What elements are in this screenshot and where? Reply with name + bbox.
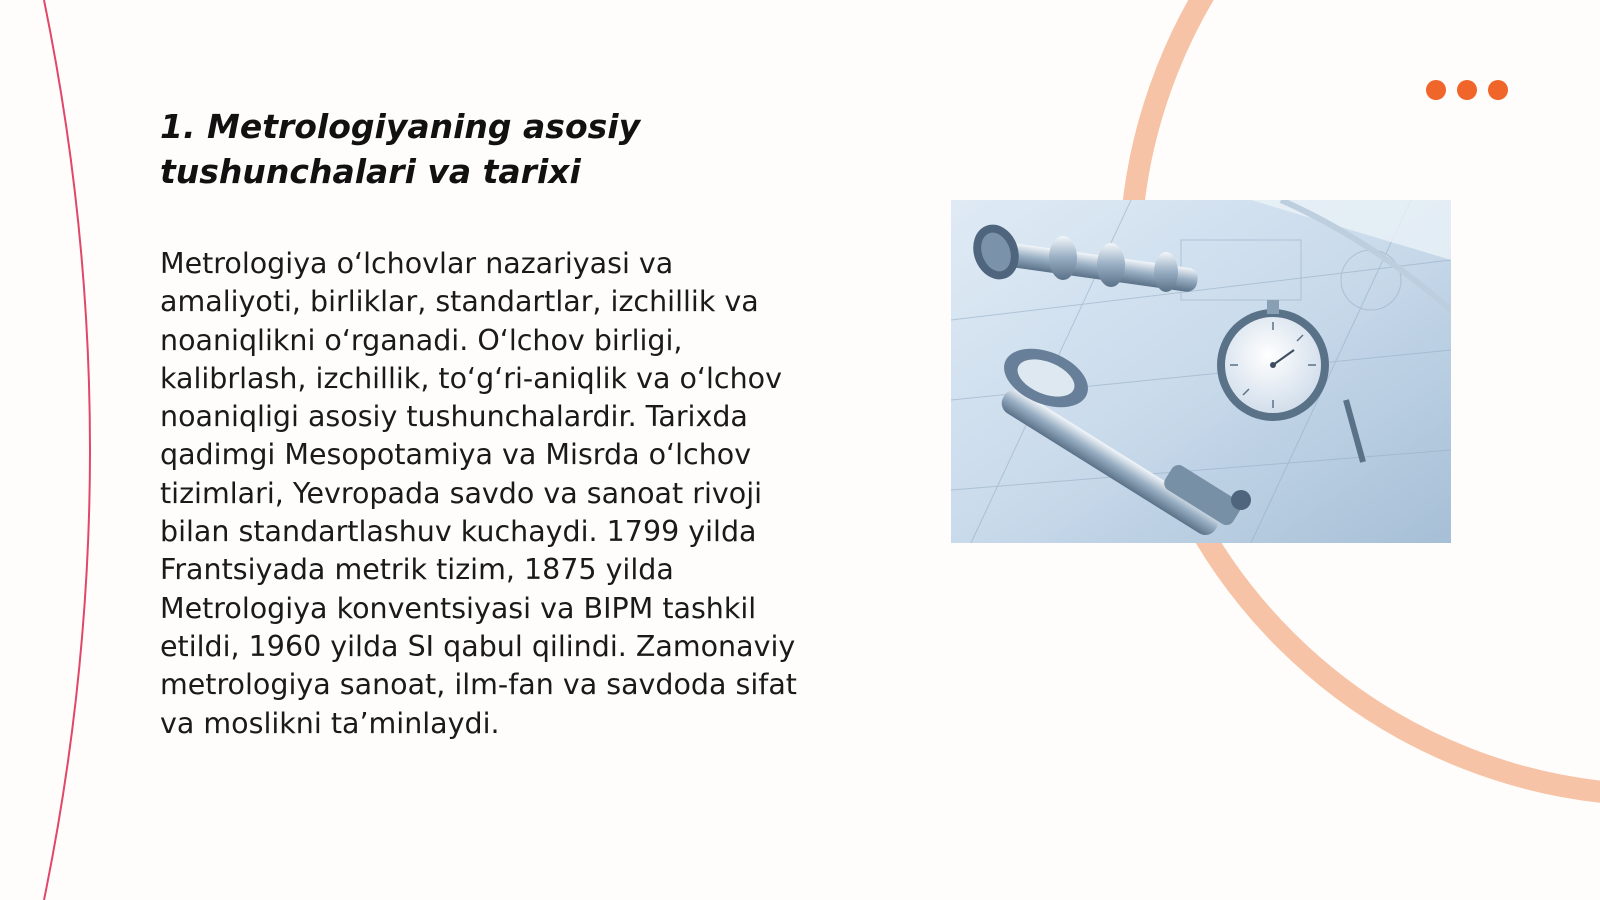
slide-body-text [160,245,840,743]
slide-title [160,104,820,194]
dot-1 [1426,80,1446,100]
body-line-4: kalibrlash, izchillik, to‘g‘ri-aniqlik va o‘lchov [160,361,782,395]
left-curve-line [44,0,90,900]
body-line-5: noaniqligi asosiy tushunchalardir. Tarixda [160,400,748,434]
body-line-10: Metrologiya konventsiyasi va BIPM tashkil [160,591,757,625]
body-line-9: Frantsiyada metrik tizim, 1875 yilda [160,553,674,587]
body-line-2: amaliyoti, birliklar, standartlar, izchillik va [160,285,759,319]
body-line-11: etildi, 1960 yilda SI qabul qilindi. Zamonaviy [160,629,796,663]
body-line-12: metrologiya sanoat, ilm-fan va savdoda sifat [160,668,797,702]
body-line-1: Metrologiya o‘lchovlar nazariyasi va [160,247,674,280]
title-line-2: tushunchalari va tarixi [160,152,581,191]
body-line-13: va moslikni ta’minlaydi. [160,706,500,740]
body-line-8: bilan standartlashuv kuchaydi. 1799 yilda [160,515,757,549]
body-line-3: noaniqlikni o‘rganadi. O‘lchov birligi, [160,323,683,357]
body-line-6: qadimgi Mesopotamiya va Misrda o‘lchov [160,438,752,472]
more-dots-icon [1426,78,1512,102]
title-line-1: 1. Metrologiyaning asosiy [160,107,641,146]
body-line-7: tizimlari, Yevropada savdo va sanoat rivoji [160,476,763,510]
measuring-instruments-photo [951,200,1451,543]
dot-3 [1488,80,1508,100]
dot-2 [1457,80,1477,100]
